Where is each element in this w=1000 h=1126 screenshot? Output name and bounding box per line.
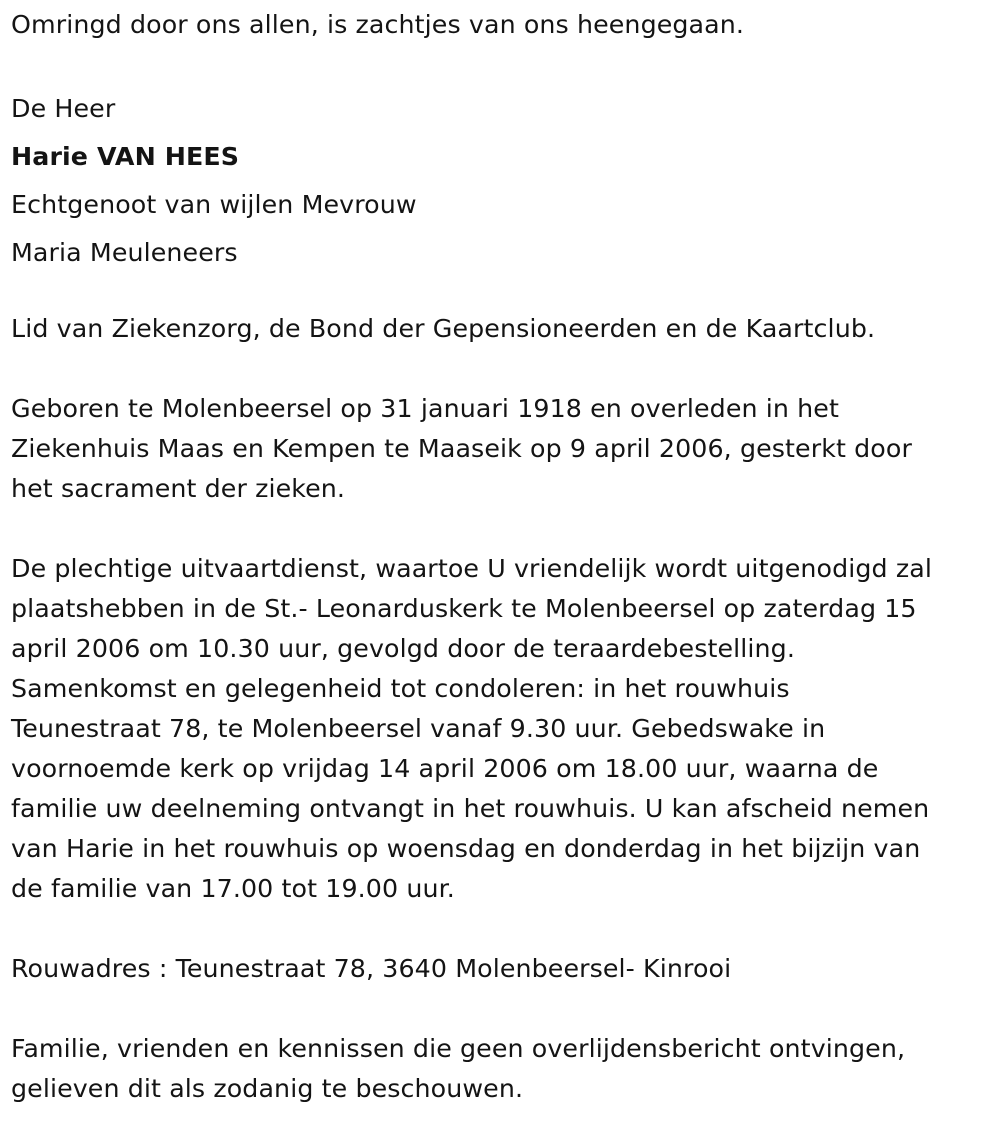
ceremony-line: De plechtige uitvaartdienst, waartoe U vriendelijk wordt uitgenodigd zal <box>11 554 932 583</box>
birth-death-paragraph <box>11 389 986 509</box>
ceremony-line: van Harie in het rouwhuis op woensdag en donderdag in het bijzijn van <box>11 834 921 863</box>
salutation: De Heer <box>11 94 116 123</box>
death-notice <box>11 5 986 1109</box>
closing-paragraph <box>11 1029 986 1109</box>
ceremony-line: Teunestraat 78, te Molenbeersel vanaf 9.30 uur. Gebedswake in <box>11 714 826 743</box>
intro-text: Omringd door ons allen, is zachtjes van ons heengegaan. <box>11 10 745 39</box>
ceremony-line: de familie van 17.00 tot 19.00 uur. <box>11 874 455 903</box>
birth-death-line: Geboren te Molenbeersel op 31 januari 1918 en overleden in het <box>11 394 839 423</box>
birth-death-line: Ziekenhuis Maas en Kempen te Maaseik op 9 april 2006, gesterkt door <box>11 434 912 463</box>
birth-death-line: het sacrament der zieken. <box>11 474 346 503</box>
ceremony-line: familie uw deelneming ontvangt in het rouwhuis. U kan afscheid nemen <box>11 794 930 823</box>
deceased-block <box>11 85 986 277</box>
ceremony-line: plaatshebben in de St.- Leonarduskerk te Molenbeersel op zaterdag 15 <box>11 594 917 623</box>
ceremony-line: Samenkomst en gelegenheid tot condoleren: in het rouwhuis <box>11 674 790 703</box>
spouse-line-1: Echtgenoot van wijlen Mevrouw <box>11 190 417 219</box>
ceremony-line: april 2006 om 10.30 uur, gevolgd door de teraardebestelling. <box>11 634 795 663</box>
ceremony-paragraph <box>11 549 986 909</box>
ceremony-line: voornoemde kerk op vrijdag 14 april 2006 om 18.00 uur, waarna de <box>11 754 879 783</box>
closing-line: Familie, vrienden en kennissen die geen overlijdensbericht ontvingen, <box>11 1034 906 1063</box>
deceased-name: Harie VAN HEES <box>11 142 240 171</box>
closing-line: gelieven dit als zodanig te beschouwen. <box>11 1074 524 1103</box>
mourning-address: Rouwadres : Teunestraat 78, 3640 Molenbeersel- Kinrooi <box>11 954 732 983</box>
membership-text: Lid van Ziekenzorg, de Bond der Gepensioneerden en de Kaartclub. <box>11 314 876 343</box>
spouse-line-2: Maria Meuleneers <box>11 238 238 267</box>
